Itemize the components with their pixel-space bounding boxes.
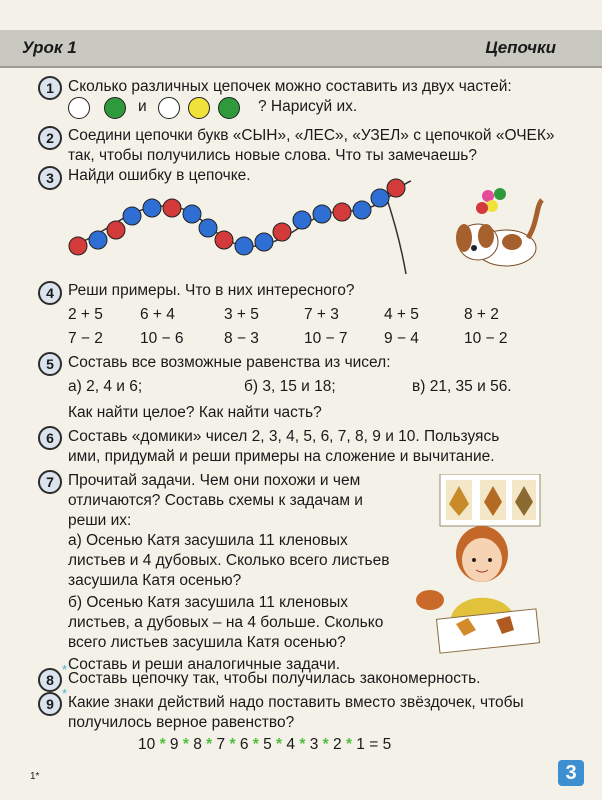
task7-line: Прочитай задачи. Чем они похожи и чем [68, 472, 361, 489]
eq-star: * [299, 736, 306, 753]
bead-red [387, 179, 405, 197]
task7-line: листьев и 4 дубовых. Сколько всего листьев [68, 552, 390, 569]
example: 10 − 7 [304, 330, 348, 347]
bead-white [158, 97, 180, 119]
eq-star: * [345, 736, 352, 753]
task7-line: Составь и реши аналогичные задачи. [68, 656, 341, 673]
puppy-illustration [448, 186, 544, 282]
page-number: 3 [558, 760, 584, 786]
bead-red [333, 203, 351, 221]
bead-blue [293, 211, 311, 229]
task7-line: б) Осенью Катя засушила 11 кленовых [68, 594, 349, 611]
example: 4 + 5 [384, 306, 419, 323]
task8-text: Составь цепочку так, чтобы получилась закономерность. [68, 670, 481, 687]
equation [138, 736, 391, 754]
task-number-2: 2 [38, 126, 62, 150]
eq-number: 2 [333, 736, 342, 753]
task-number-9: 9 [38, 692, 62, 716]
task5-b: б) 3, 15 и 18; [244, 378, 336, 395]
eq-star: * [322, 736, 329, 753]
eq-star: * [229, 736, 236, 753]
lesson-header [0, 30, 602, 68]
task2-line2: так, чтобы получились новые слова. Что ты замечаешь? [68, 147, 477, 164]
example: 10 − 6 [140, 330, 184, 347]
example: 7 − 2 [68, 330, 103, 347]
bead-blue [123, 207, 141, 225]
eq-number: 7 [216, 736, 226, 753]
task7-line: листьев, а дубовых – на 4 больше. Сколько [68, 614, 384, 631]
task9-asterisk: * [62, 686, 68, 701]
eq-number: 8 [193, 736, 202, 753]
eq-result: = 5 [369, 736, 392, 753]
task5-a: а) 2, 4 и 6; [68, 378, 143, 395]
girl-with-leaves-illustration [416, 474, 548, 660]
example: 2 + 5 [68, 306, 103, 323]
bead-blue [183, 205, 201, 223]
eq-number: 9 [169, 736, 179, 753]
eq-star: * [159, 736, 166, 753]
example: 6 + 4 [140, 306, 175, 323]
bead-yellow [188, 97, 210, 119]
bead-blue [89, 231, 107, 249]
task7-line: отличаются? Составь схемы к задачам и [68, 492, 363, 509]
eq-number: 6 [239, 736, 249, 753]
eq-star: * [252, 736, 259, 753]
task2-line1: Соедини цепочки букв «СЫН», «ЛЕС», «УЗЕЛ» с цепочкой «ОЧЕК» [68, 127, 555, 144]
eq-star: * [182, 736, 189, 753]
bead-green [104, 97, 126, 119]
example: 7 + 3 [304, 306, 339, 323]
task6-line1: Составь «домики» чисел 2, 3, 4, 5, 6, 7, 8, 9 и 10. Пользуясь [68, 428, 500, 445]
eq-number: 4 [286, 736, 296, 753]
task4-text: Реши примеры. Что в них интересного? [68, 282, 355, 299]
bead-blue [371, 189, 389, 207]
bead-chain-picture [66, 176, 426, 282]
task8-asterisk: * [62, 662, 68, 677]
example: 9 − 4 [384, 330, 419, 347]
task7-line: а) Осенью Катя засушила 11 кленовых [68, 532, 348, 549]
eq-number: 1 [356, 736, 365, 753]
task6-line2: ими, придумай и реши примеры на сложение и вычитание. [68, 448, 495, 465]
task1-conj: и [138, 98, 147, 115]
lesson-title: Урок 1 [22, 38, 77, 57]
bead-blue [313, 205, 331, 223]
task1-tail: ? Нарисуй их. [258, 98, 358, 115]
example: 8 − 3 [224, 330, 259, 347]
task1-text: Сколько различных цепочек можно составить из двух частей: [68, 78, 512, 95]
bead-red [215, 231, 233, 249]
task-number-1: 1 [38, 76, 62, 100]
task5-question: Как найти целое? Как найти часть? [68, 404, 322, 421]
task-number-7: 7 [38, 470, 62, 494]
task-number-4: 4 [38, 281, 62, 305]
task-number-3: 3 [38, 166, 62, 190]
eq-star: * [206, 736, 213, 753]
bead-blue [143, 199, 161, 217]
eq-number: 10 [138, 736, 156, 753]
lesson-topic: Цепочки [485, 38, 556, 57]
task-number-8: 8 [38, 668, 62, 692]
footer-mark: 1* [30, 771, 40, 782]
task3-text: Найди ошибку в цепочке. [68, 167, 251, 184]
bead-red [107, 221, 125, 239]
task9-line2: получилось верное равенство? [68, 714, 295, 731]
bead-green [218, 97, 240, 119]
chain-thread-end [386, 196, 406, 274]
example: 3 + 5 [224, 306, 259, 323]
task7-line: всего листьев засушила Катя осенью? [68, 634, 346, 651]
eq-star: * [276, 736, 283, 753]
task7-line: реши их: [68, 512, 132, 529]
task5-text: Составь все возможные равенства из чисел: [68, 354, 391, 371]
bead-red [163, 199, 181, 217]
bead-blue [353, 201, 371, 219]
example: 10 − 2 [464, 330, 508, 347]
bead-red [69, 237, 87, 255]
task9-line1: Какие знаки действий надо поставить вместо звёздочек, чтобы [68, 694, 524, 711]
task7-line: засушила Катя осенью? [68, 572, 242, 589]
eq-number: 3 [309, 736, 319, 753]
task-number-5: 5 [38, 352, 62, 376]
task5-c: в) 21, 35 и 56. [412, 378, 512, 395]
bead-blue [255, 233, 273, 251]
example: 8 + 2 [464, 306, 499, 323]
bead-red [273, 223, 291, 241]
eq-number: 5 [263, 736, 272, 753]
bead-white [68, 97, 90, 119]
task-number-6: 6 [38, 426, 62, 450]
bead-blue [235, 237, 253, 255]
bead-blue [199, 219, 217, 237]
